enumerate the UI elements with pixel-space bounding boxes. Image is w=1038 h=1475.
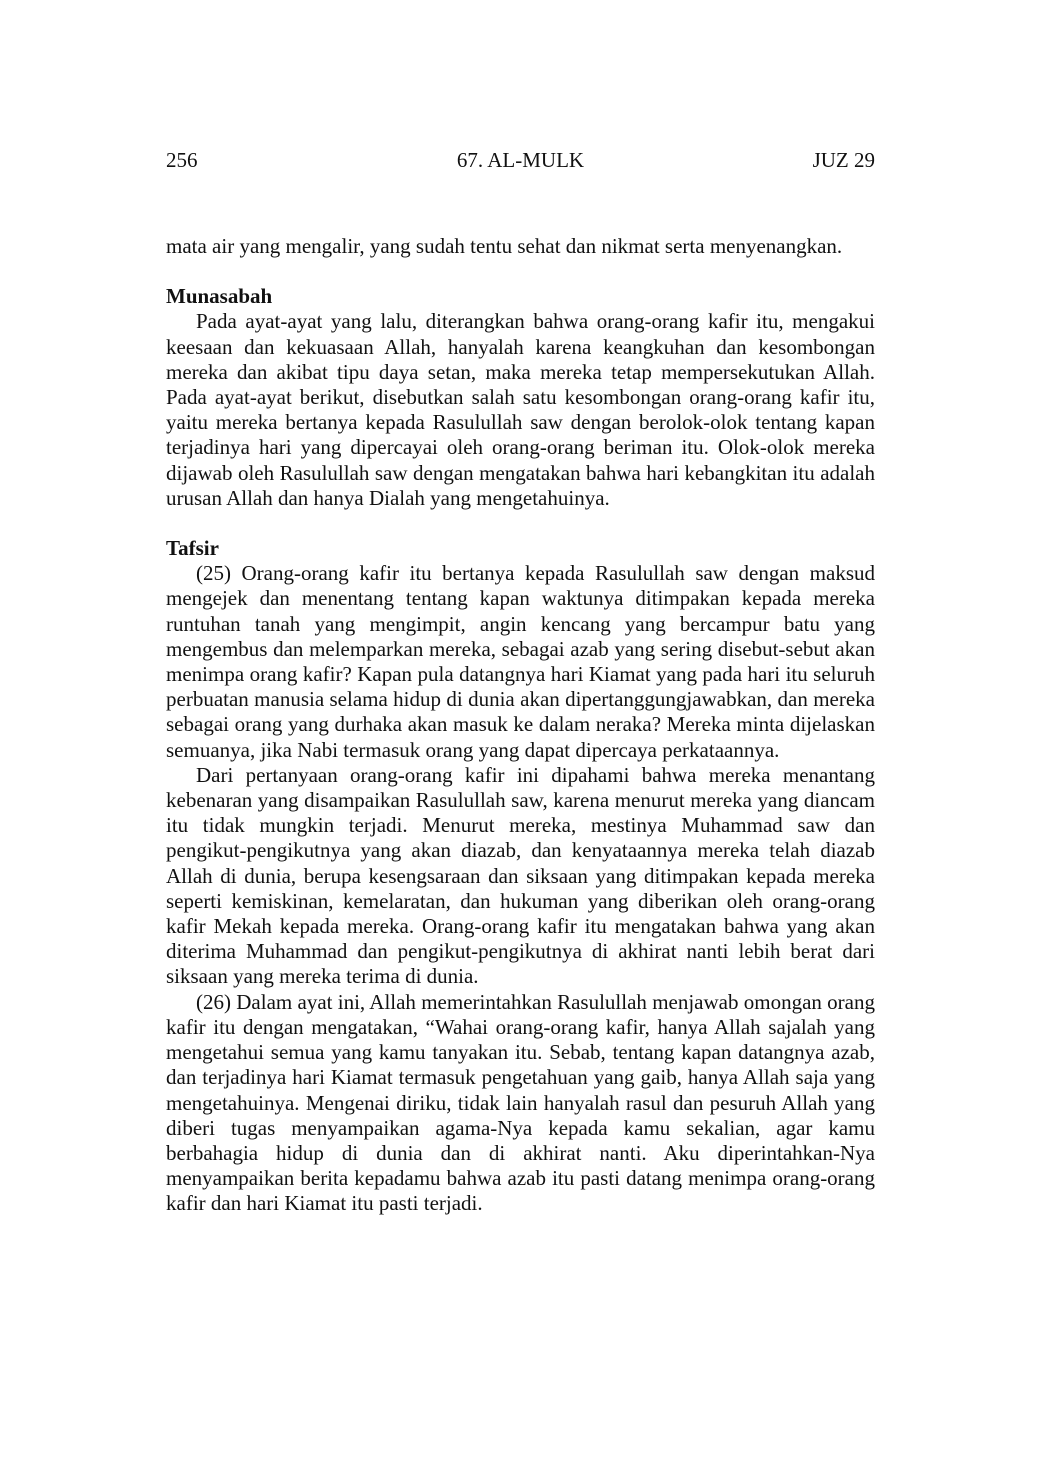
juz-label: JUZ 29 [812, 148, 875, 172]
page-header [166, 146, 875, 174]
tafsir-paragraph-25: (25) Orang-orang kafir itu bertanya kepada Rasulullah saw dengan maksud mengejek dan menentang tentang kapan waktunya ditimpakan kepada mereka runtuhan tanah yang mengimpit, angin kencang yang bercampur batu yang mengembus dan melemparkan mereka, sebagai azab yang sering disebut-sebut akan menimpa orang kafir? Kapan pula datangnya hari Kiamat yang pada hari itu seluruh perbuatan manusia selama hidup di dunia akan dipertanggungjawabkan, dan mereka sebagai orang yang durhaka akan masuk ke dalam neraka? Mereka minta dijelaskan semuanya, jika Nabi termasuk orang yang dapat dipercaya perkataannya. [166, 561, 875, 762]
tafsir-heading: Tafsir [166, 536, 219, 561]
munasabah-paragraph: Pada ayat-ayat yang lalu, diterangkan bahwa orang-orang kafir itu, mengakui keesaan dan kekuasaan Allah, hanyalah karena keangkuhan dan kesombongan mereka dan akibat tipu daya setan, maka mereka tetap mempersekutukan Allah. Pada ayat-ayat berikut, disebutkan salah satu kesombongan orang-orang kafir itu, yaitu mereka bertanya kepada Rasulullah saw dengan berolok-olok tentang kapan terjadinya hari yang dipercayai oleh orang-orang beriman itu. Olok-olok mereka dijawab oleh Rasulullah saw dengan mengatakan bahwa hari kebangkitan itu adalah urusan Allah dan hanya Dialah yang mengetahuinya. [166, 309, 875, 510]
intro-paragraph: mata air yang mengalir, yang sudah tentu sehat dan nikmat serta menyenangkan. [166, 234, 843, 258]
munasabah-heading: Munasabah [166, 284, 273, 309]
chapter-title: 67. AL-MULK [456, 148, 585, 172]
page-body [166, 234, 875, 1217]
tafsir-paragraph-26: (26) Dalam ayat ini, Allah memerintahkan Rasulullah menjawab omongan orang kafir itu dengan mengatakan, “Wahai orang-orang kafir, hanya Allah sajalah yang mengetahui semua yang kamu tanyakan itu. Sebab, tentang kapan datangnya azab, dan terjadinya hari Kiamat termasuk pengetahuan yang gaib, hanya Allah saja yang mengetahuinya. Mengenai diriku, tidak lain hanyalah rasul dan pesuruh Allah yang diberi tugas menyampaikan agama-Nya kepada kamu sekalian, agar kamu berbahagia hidup di dunia dan di akhirat nanti. Aku diperintahkan-Nya menyampaikan berita kepadamu bahwa azab itu pasti datang menimpa orang-orang kafir dan hari Kiamat itu pasti terjadi. [166, 989, 875, 1216]
tafsir-paragraph-continuation: Dari pertanyaan orang-orang kafir ini dipahami bahwa mereka menantang kebenaran yang disampaikan Rasulullah saw, karena menurut mereka yang diancam itu tidak mungkin terjadi. Menurut mereka, mestinya Muhammad saw dan pengikut-pengikutnya yang akan diazab, dan kenyataannya mereka telah diazab Allah di dunia, berupa kesengsaraan dan siksaan yang ditimpakan kepada mereka seperti kemiskinan, kemelaratan, dan hukuman yang diberikan oleh orang-orang kafir Mekah kepada mereka. Orang-orang kafir itu mengatakan bahwa yang akan diterima Muhammad dan pengikut-pengikutnya di akhirat nanti lebih berat dari siksaan yang mereka terima di dunia. [166, 762, 875, 989]
page-number: 256 [166, 148, 198, 172]
